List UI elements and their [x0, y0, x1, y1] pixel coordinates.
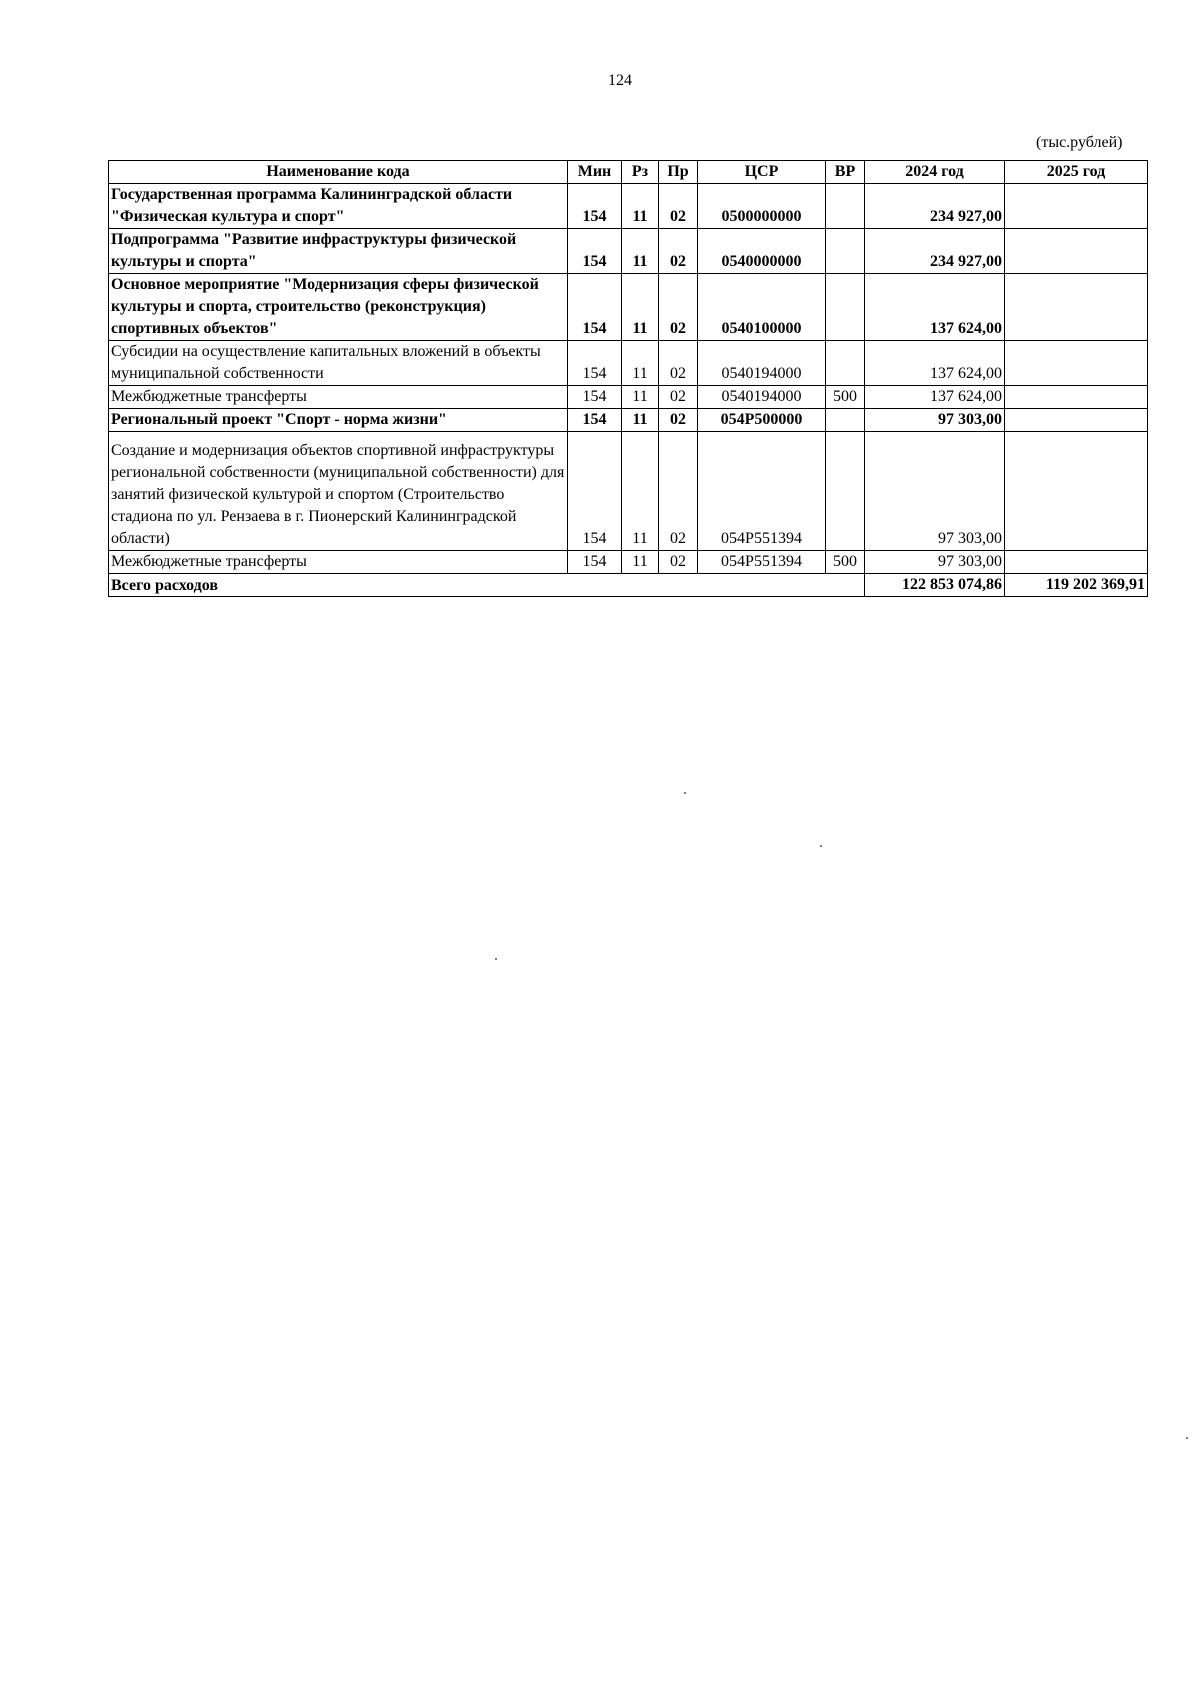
row-vr — [826, 432, 865, 551]
scan-speck — [820, 845, 822, 847]
scan-speck — [495, 958, 497, 960]
row-csr: 0540194000 — [698, 341, 826, 386]
header-rz: Рз — [622, 161, 659, 184]
row-vr: 500 — [826, 551, 865, 574]
row-2024: 137 624,00 — [865, 341, 1005, 386]
row-2024: 137 624,00 — [865, 386, 1005, 409]
row-name: Межбюджетные трансферты — [109, 386, 568, 409]
row-pr: 02 — [659, 274, 698, 341]
row-rz: 11 — [622, 432, 659, 551]
row-vr — [826, 229, 865, 274]
row-name: Подпрограмма "Развитие инфраструктуры физической культуры и спорта" — [109, 229, 568, 274]
row-pr: 02 — [659, 184, 698, 229]
row-min: 154 — [568, 274, 622, 341]
row-csr: 0540100000 — [698, 274, 826, 341]
table-row — [109, 386, 1148, 409]
table-row — [109, 551, 1148, 574]
row-pr: 02 — [659, 341, 698, 386]
row-csr: 0540194000 — [698, 386, 826, 409]
row-rz: 11 — [622, 409, 659, 432]
row-pr: 02 — [659, 229, 698, 274]
table-row — [109, 409, 1148, 432]
total-row — [109, 574, 1148, 597]
table-header-row — [109, 161, 1148, 184]
row-2025 — [1005, 229, 1148, 274]
header-vr: ВР — [826, 161, 865, 184]
row-2025 — [1005, 409, 1148, 432]
page-number: 124 — [608, 72, 632, 89]
row-2025 — [1005, 386, 1148, 409]
row-rz: 11 — [622, 551, 659, 574]
row-rz: 11 — [622, 274, 659, 341]
row-csr: 0500000000 — [698, 184, 826, 229]
row-vr — [826, 409, 865, 432]
row-vr — [826, 274, 865, 341]
row-vr — [826, 184, 865, 229]
row-2024: 137 624,00 — [865, 274, 1005, 341]
row-rz: 11 — [622, 341, 659, 386]
header-min: Мин — [568, 161, 622, 184]
row-min: 154 — [568, 229, 622, 274]
total-2024: 122 853 074,86 — [865, 574, 1005, 597]
row-name: Основное мероприятие "Модернизация сферы физической культуры и спорта, строительство (реконструкция) спортивных объектов" — [109, 274, 568, 341]
row-2024: 234 927,00 — [865, 229, 1005, 274]
row-2025 — [1005, 341, 1148, 386]
header-csr: ЦСР — [698, 161, 826, 184]
units-label: (тыс.рублей) — [1036, 134, 1123, 151]
table-row — [109, 432, 1148, 551]
table-row — [109, 274, 1148, 341]
row-2024: 234 927,00 — [865, 184, 1005, 229]
row-pr: 02 — [659, 432, 698, 551]
row-min: 154 — [568, 341, 622, 386]
row-rz: 11 — [622, 229, 659, 274]
row-csr: 0540000000 — [698, 229, 826, 274]
row-pr: 02 — [659, 386, 698, 409]
row-2025 — [1005, 551, 1148, 574]
row-2024: 97 303,00 — [865, 432, 1005, 551]
row-min: 154 — [568, 409, 622, 432]
header-2025: 2025 год — [1005, 161, 1148, 184]
row-pr: 02 — [659, 551, 698, 574]
row-csr: 054P551394 — [698, 551, 826, 574]
row-2024: 97 303,00 — [865, 409, 1005, 432]
scan-speck — [1186, 1437, 1188, 1439]
row-2025 — [1005, 432, 1148, 551]
row-name: Государственная программа Калининградской области "Физическая культура и спорт" — [109, 184, 568, 229]
row-2024: 97 303,00 — [865, 551, 1005, 574]
row-min: 154 — [568, 184, 622, 229]
row-name: Создание и модернизация объектов спортивной инфраструктуры региональной собственности (муниципальной собственности) для занятий физической культурой и спортом (Строительство стадиона по ул. Рензаева в г. Пионерский Калининградской области) — [109, 432, 568, 551]
row-vr: 500 — [826, 386, 865, 409]
row-rz: 11 — [622, 386, 659, 409]
row-2025 — [1005, 274, 1148, 341]
table-row — [109, 341, 1148, 386]
row-min: 154 — [568, 386, 622, 409]
row-vr — [826, 341, 865, 386]
row-2025 — [1005, 184, 1148, 229]
budget-table — [108, 160, 1148, 597]
total-2025: 119 202 369,91 — [1005, 574, 1148, 597]
row-min: 154 — [568, 551, 622, 574]
header-name: Наименование кода — [109, 161, 568, 184]
row-pr: 02 — [659, 409, 698, 432]
row-min: 154 — [568, 432, 622, 551]
row-rz: 11 — [622, 184, 659, 229]
scan-speck — [684, 792, 686, 794]
row-csr: 054P551394 — [698, 432, 826, 551]
header-pr: Пр — [659, 161, 698, 184]
row-name: Межбюджетные трансферты — [109, 551, 568, 574]
row-name: Региональный проект "Спорт - норма жизни" — [109, 409, 568, 432]
row-csr: 054P500000 — [698, 409, 826, 432]
total-label: Всего расходов — [109, 574, 865, 597]
header-2024: 2024 год — [865, 161, 1005, 184]
row-name: Субсидии на осуществление капитальных вложений в объекты муниципальной собственности — [109, 341, 568, 386]
table-row — [109, 184, 1148, 229]
table-row — [109, 229, 1148, 274]
